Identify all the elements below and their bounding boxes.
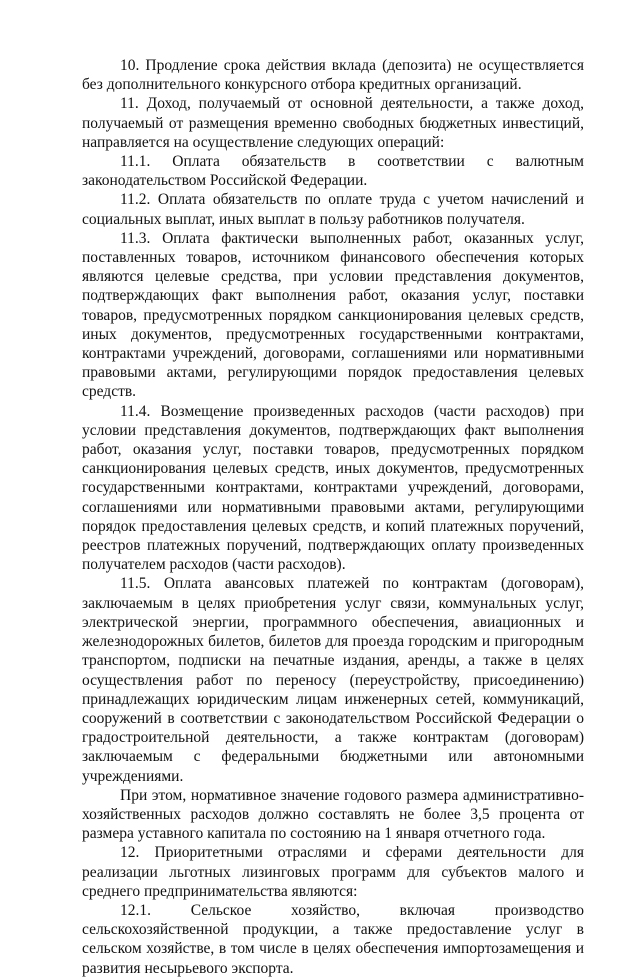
- paragraph-11-1: 11.1. Оплата обязательств в соответствии с валютным законодательством Российской Федерации.: [82, 153, 584, 190]
- paragraph-12-1: 12.1. Сельское хозяйство, включая производство сельскохозяйственной продукции, а также предоставление услуг в сельском хозяйстве, в том числе в целях обеспечения импортозамещения и развития несырьевого экспорта.: [82, 901, 584, 977]
- paragraph-11-3: 11.3. Оплата фактически выполненных работ, оказанных услуг, поставленных товаров, источником финансового обеспечения которых являются целевые средства, при условии представления документов, подтверждающих факт выполнения работ, оказания услуг, поставки товаров, предусмотренных порядком санкционирования целевых средств, иных документов, предусмотренных государственными контрактами, контрактами учреждений, договорами, соглашениями или нормативными правовыми актами, регулирующими порядок предоставления целевых средств.: [82, 229, 584, 401]
- paragraph-admin-expenses: При этом, нормативное значение годового размера административно-хозяйственных расходов должно составлять не более 3,5 процента от размера уставного капитала по состоянию на 1 января отчетного года.: [82, 786, 584, 843]
- paragraph-11-5: 11.5. Оплата авансовых платежей по контрактам (договорам), заключаемым в целях приобретения услуг связи, коммунальных услуг, электрической энергии, программного обеспечения, авиационных и железнодорожных билетов, билетов для проезда городским и пригородным транспортом, подписки на печатные издания, аренды, а также в целях осуществления работ по переносу (переустройству, присоединению) принадлежащих юридическим лицам инженерных сетей, коммуникаций, сооружений в соответствии с законодательством Российской Федерации о градостроительной деятельности, а также контрактам (договорам) заключаемым с федеральными бюджетными или автономными учреждениями.: [82, 575, 584, 785]
- paragraph-12: 12. Приоритетными отраслями и сферами деятельности для реализации льготных лизинговых программ для субъектов малого и среднего предпринимательства являются:: [82, 844, 584, 900]
- paragraph-11: 11. Доход, получаемый от основной деятельности, а также доход, получаемый от размещения временно свободных бюджетных инвестиций, направляется на осуществление следующих операций:: [82, 95, 584, 151]
- paragraph-11-4: 11.4. Возмещение произведенных расходов (части расходов) при условии представления документов, подтверждающих факт выполнения работ, оказания услуг, поставки товаров, предусмотренных порядком санкционирования целевых средств, иных документов, предусмотренных государственными контрактами, контрактами учреждений, договорами, соглашениями или нормативными правовыми актами, регулирующими порядок предоставления целевых средств, и копий платежных поручений, реестров платежных поручений, подтверждающих оплату произведенных получателем расходов (части расходов).: [82, 402, 584, 574]
- paragraph-11-2: 11.2. Оплата обязательств по оплате труда с учетом начислений и социальных выплат, иных выплат в пользу работников получателя.: [82, 191, 584, 228]
- paragraph-10: 10. Продление срока действия вклада (депозита) не осуществляется без дополнительного конкурсного отбора кредитных организаций.: [82, 57, 584, 94]
